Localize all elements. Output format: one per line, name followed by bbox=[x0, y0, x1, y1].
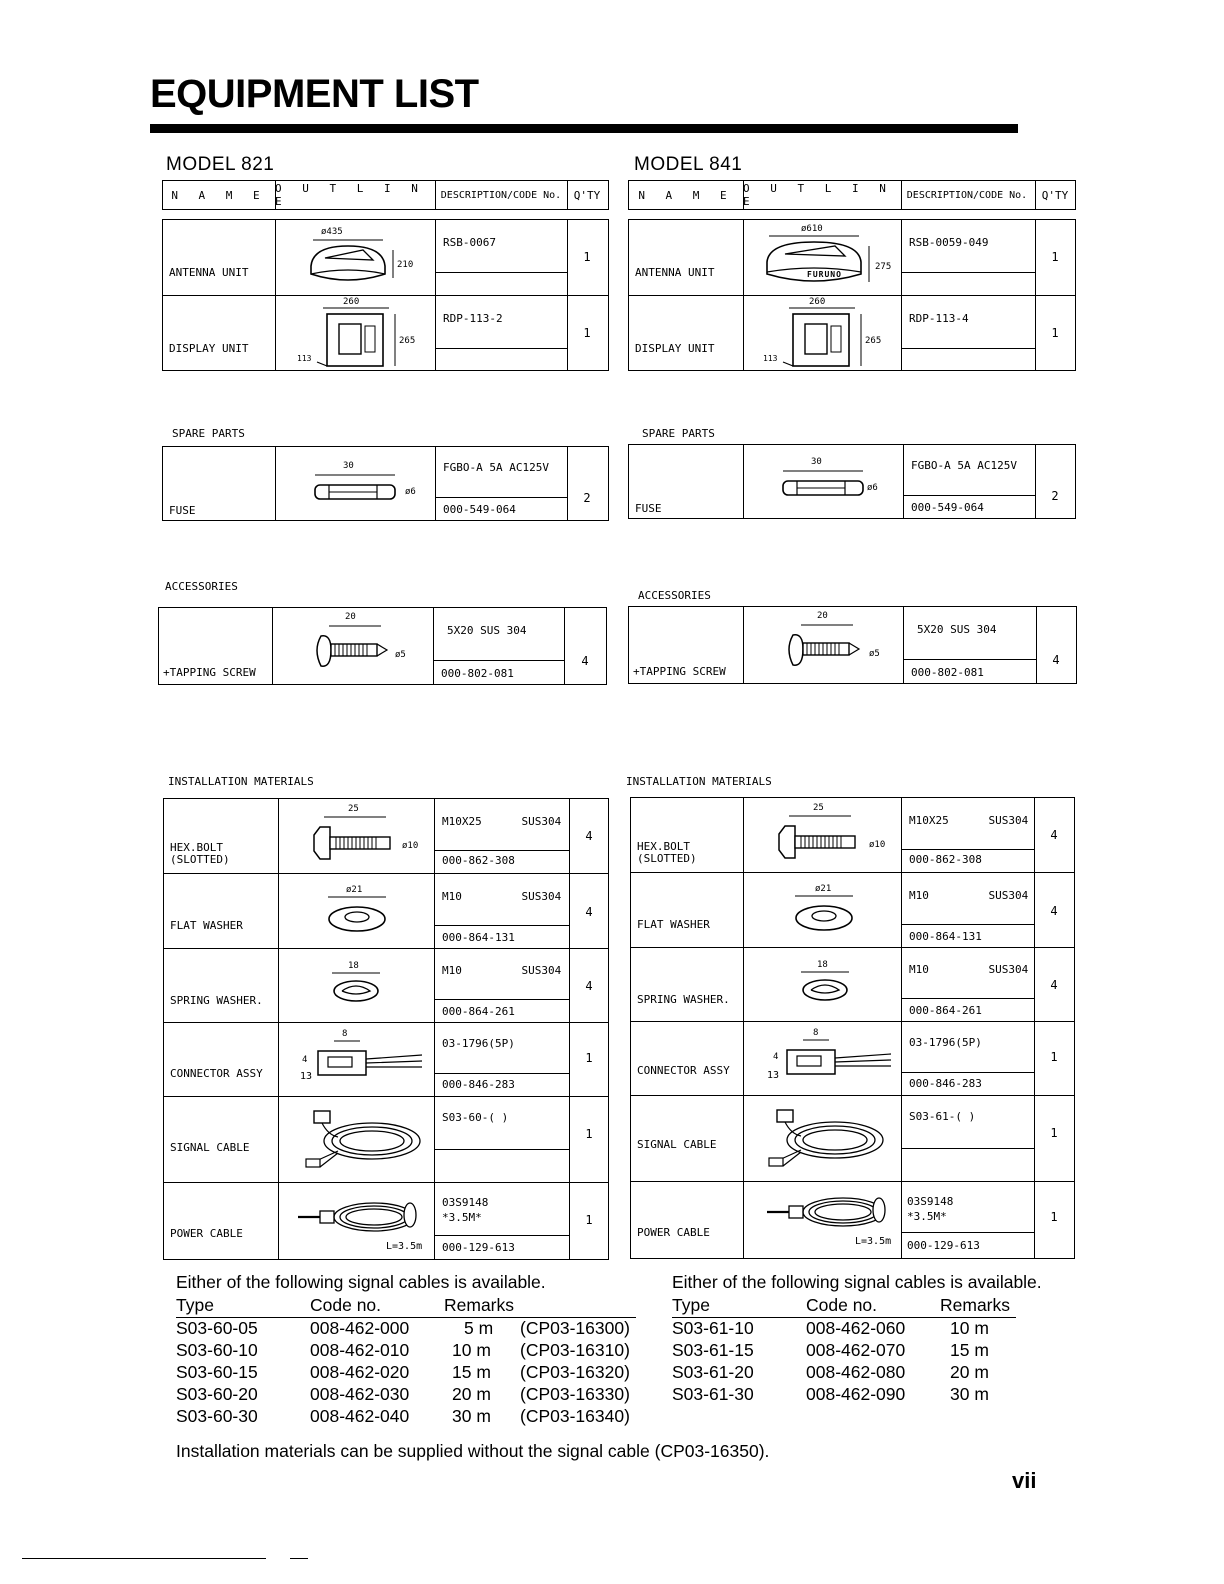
antenna-unit-name: ANTENNA UNIT bbox=[169, 266, 249, 279]
header-qty: Q'TY bbox=[1041, 188, 1069, 202]
flat-washer-name: FLAT WASHER bbox=[170, 919, 243, 932]
header-desc: DESCRIPTION/CODE No. bbox=[440, 189, 562, 201]
hex-bolt-code: 000-862-308 bbox=[909, 853, 982, 866]
power-cable-code: 000-129-613 bbox=[442, 1241, 515, 1254]
display-dim-height: 265 bbox=[865, 336, 882, 346]
spring-washer-qty: 4 bbox=[585, 979, 593, 993]
power-cable-length: L=3.5m bbox=[386, 1241, 423, 1252]
fuse-desc: FGBO-A 5A AC125V bbox=[911, 459, 1017, 472]
spring-washer-code: 000-864-261 bbox=[909, 1004, 982, 1017]
connector-assy-desc: 03-1796(5P) bbox=[442, 1037, 515, 1050]
spring-washer-desc: M10 SUS304 bbox=[442, 964, 562, 977]
fuse-qty: 2 bbox=[583, 491, 591, 505]
table-row: S03-60-05 008-462-000 5 m (CP03-16300) bbox=[176, 1318, 630, 1338]
antenna-dim-height: 210 bbox=[397, 260, 414, 270]
signal-cable-desc: S03-60-( ) bbox=[442, 1111, 509, 1124]
signal-cable-desc: S03-61-( ) bbox=[909, 1110, 976, 1123]
col-code: Code no. bbox=[806, 1295, 878, 1315]
display-unit-qty: 1 bbox=[583, 326, 591, 340]
antenna-unit-qty: 1 bbox=[1051, 250, 1059, 264]
connector-dim-a: 8 bbox=[813, 1028, 819, 1038]
tapping-screw-code: 000-802-081 bbox=[911, 666, 984, 679]
left-main-units bbox=[162, 219, 609, 371]
right-accessories bbox=[628, 606, 1077, 684]
left-accessories bbox=[158, 607, 607, 685]
table-row: S03-60-30 008-462-040 30 m (CP03-16340) bbox=[176, 1406, 630, 1426]
flat-washer-name: FLAT WASHER bbox=[637, 918, 710, 931]
flat-washer-dim: ø21 bbox=[815, 884, 832, 894]
header-qty: Q'TY bbox=[573, 188, 601, 202]
hex-bolt-dim-dia: ø10 bbox=[402, 841, 419, 851]
right-main-units bbox=[628, 219, 1076, 371]
connector-assy-desc: 03-1796(5P) bbox=[909, 1036, 982, 1049]
connector-dim-a: 8 bbox=[342, 1029, 348, 1039]
spring-washer-code: 000-864-261 bbox=[442, 1005, 515, 1018]
table-row: S03-60-10 008-462-010 10 m (CP03-16310) bbox=[176, 1340, 630, 1360]
power-cable-desc: 03S9148 bbox=[442, 1196, 489, 1209]
connector-assy-code: 000-846-283 bbox=[909, 1077, 982, 1090]
hex-bolt-name-2: (SLOTTED) bbox=[637, 852, 697, 865]
screw-dim-dia: ø5 bbox=[869, 649, 880, 659]
connector-dim-c: 13 bbox=[300, 1071, 313, 1082]
header-outline: O U T L I N E bbox=[743, 182, 893, 208]
radome-icon bbox=[303, 236, 403, 290]
tapping-screw-desc: 5X20 SUS 304 bbox=[917, 623, 997, 636]
footer-rule bbox=[22, 1558, 266, 1559]
display-dim-width: 260 bbox=[343, 297, 360, 307]
power-cable-icon bbox=[759, 1186, 899, 1236]
power-cable-desc: 03S9148 bbox=[907, 1195, 954, 1208]
table-row: S03-61-20 008-462-080 20 m bbox=[672, 1362, 989, 1382]
screw-dim-length: 20 bbox=[345, 612, 356, 622]
header-outline: O U T L I N E bbox=[275, 182, 425, 208]
furuno-logo: FURUNO bbox=[807, 270, 842, 279]
spring-washer-name: SPRING WASHER. bbox=[637, 993, 730, 1006]
antenna-unit-name: ANTENNA UNIT bbox=[635, 266, 715, 279]
power-cable-desc-2: *3.5M* bbox=[442, 1211, 482, 1224]
flat-washer-desc: M10 SUS304 bbox=[442, 890, 562, 903]
fuse-name: FUSE bbox=[635, 502, 662, 515]
tapping-screw-icon bbox=[783, 621, 873, 675]
tapping-screw-qty: 4 bbox=[581, 654, 589, 668]
antenna-dim-dia: ø435 bbox=[321, 227, 343, 237]
display-unit-name: DISPLAY UNIT bbox=[635, 342, 715, 355]
display-unit-name: DISPLAY UNIT bbox=[169, 342, 249, 355]
table-row: S03-61-10 008-462-060 10 m bbox=[672, 1318, 989, 1338]
right-installation-label: INSTALLATION MATERIALS bbox=[626, 775, 772, 788]
display-unit-desc: RDP-113-4 bbox=[909, 312, 969, 325]
display-dim-depth: 113 bbox=[297, 354, 312, 363]
power-cable-name: POWER CABLE bbox=[170, 1227, 243, 1240]
model-821-label: MODEL 821 bbox=[166, 154, 275, 175]
tapping-screw-name: +TAPPING SCREW bbox=[633, 665, 726, 678]
display-unit-icon bbox=[313, 306, 403, 370]
power-cable-qty: 1 bbox=[1050, 1210, 1058, 1224]
signal-cable-qty: 1 bbox=[1050, 1126, 1058, 1140]
spring-washer-dim: 18 bbox=[348, 961, 359, 971]
left-cable-table-header bbox=[176, 1295, 636, 1318]
connector-assy-code: 000-846-283 bbox=[442, 1078, 515, 1091]
fuse-dim-length: 30 bbox=[811, 457, 822, 467]
left-accessories-label: ACCESSORIES bbox=[165, 580, 238, 593]
power-cable-icon bbox=[290, 1191, 430, 1241]
antenna-unit-qty: 1 bbox=[583, 250, 591, 264]
left-installation-label: INSTALLATION MATERIALS bbox=[168, 775, 314, 788]
left-installation-materials bbox=[163, 798, 609, 1260]
right-cable-table-header bbox=[672, 1295, 1016, 1318]
left-cable-note: Either of the following signal cables is available. bbox=[176, 1272, 546, 1292]
radome-icon bbox=[759, 232, 879, 292]
hex-bolt-code: 000-862-308 bbox=[442, 854, 515, 867]
table-row: S03-60-20 008-462-030 20 m (CP03-16330) bbox=[176, 1384, 630, 1404]
spring-washer-qty: 4 bbox=[1050, 978, 1058, 992]
power-cable-length: L=3.5m bbox=[855, 1236, 892, 1247]
flat-washer-qty: 4 bbox=[1050, 904, 1058, 918]
connector-icon bbox=[310, 1037, 430, 1087]
tapping-screw-name: +TAPPING SCREW bbox=[163, 666, 256, 679]
display-unit-qty: 1 bbox=[1051, 326, 1059, 340]
power-cable-qty: 1 bbox=[585, 1213, 593, 1227]
page-title: EQUIPMENT LIST bbox=[150, 72, 479, 116]
display-dim-height: 265 bbox=[399, 336, 416, 346]
tapping-screw-desc: 5X20 SUS 304 bbox=[447, 624, 527, 637]
signal-cable-name: SIGNAL CABLE bbox=[170, 1141, 250, 1154]
tapping-screw-qty: 4 bbox=[1052, 653, 1060, 667]
table-row: S03-60-15 008-462-020 15 m (CP03-16320) bbox=[176, 1362, 630, 1382]
connector-assy-qty: 1 bbox=[1050, 1050, 1058, 1064]
fuse-qty: 2 bbox=[1051, 489, 1059, 503]
connector-dim-b: 4 bbox=[773, 1052, 779, 1062]
right-installation-materials bbox=[630, 797, 1075, 1259]
spring-washer-desc: M10 SUS304 bbox=[909, 963, 1029, 976]
right-cable-note: Either of the following signal cables is available. bbox=[672, 1272, 1042, 1292]
hex-bolt-icon bbox=[775, 814, 875, 866]
header-desc: DESCRIPTION/CODE No. bbox=[906, 189, 1028, 201]
fuse-code: 000-549-064 bbox=[443, 503, 516, 516]
installation-footnote: Installation materials can be supplied without the signal cable (CP03-16350). bbox=[176, 1441, 770, 1461]
signal-cable-qty: 1 bbox=[585, 1127, 593, 1141]
antenna-unit-desc: RSB-0067 bbox=[443, 236, 496, 249]
left-spare-parts bbox=[162, 446, 609, 521]
hex-bolt-name: HEX.BOLT bbox=[170, 841, 223, 854]
fuse-name: FUSE bbox=[169, 504, 196, 517]
fuse-dim-length: 30 bbox=[343, 461, 354, 471]
right-spare-parts bbox=[628, 444, 1076, 519]
screw-dim-dia: ø5 bbox=[395, 650, 406, 660]
hex-bolt-qty: 4 bbox=[585, 829, 593, 843]
right-accessories-label: ACCESSORIES bbox=[638, 589, 711, 602]
screw-dim-length: 20 bbox=[817, 611, 828, 621]
fuse-code: 000-549-064 bbox=[911, 501, 984, 514]
hex-bolt-dim-length: 25 bbox=[813, 803, 824, 813]
antenna-unit-desc: RSB-0059-049 bbox=[909, 236, 989, 249]
hex-bolt-qty: 4 bbox=[1050, 828, 1058, 842]
spring-washer-icon bbox=[797, 970, 857, 1006]
signal-cable-name: SIGNAL CABLE bbox=[637, 1138, 717, 1151]
hex-bolt-name: HEX.BOLT bbox=[637, 840, 690, 853]
signal-cable-icon bbox=[298, 1105, 428, 1175]
left-cable-table bbox=[176, 1295, 646, 1428]
col-type: Type bbox=[672, 1295, 710, 1315]
connector-icon bbox=[779, 1036, 899, 1086]
spring-washer-dim: 18 bbox=[817, 960, 828, 970]
display-unit-icon bbox=[779, 306, 869, 370]
header-name: N A M E bbox=[171, 188, 267, 202]
fuse-dim-dia: ø6 bbox=[867, 483, 878, 493]
col-type: Type bbox=[176, 1295, 214, 1315]
power-cable-name: POWER CABLE bbox=[637, 1226, 710, 1239]
display-unit-desc: RDP-113-2 bbox=[443, 312, 503, 325]
right-spare-parts-label: SPARE PARTS bbox=[642, 427, 715, 440]
spring-washer-name: SPRING WASHER. bbox=[170, 994, 263, 1007]
fuse-dim-dia: ø6 bbox=[405, 487, 416, 497]
signal-cable-icon bbox=[761, 1104, 891, 1174]
connector-assy-name: CONNECTOR ASSY bbox=[170, 1067, 263, 1080]
flat-washer-icon bbox=[324, 895, 394, 935]
fuse-icon bbox=[311, 469, 411, 509]
flat-washer-qty: 4 bbox=[585, 905, 593, 919]
tapping-screw-code: 000-802-081 bbox=[441, 667, 514, 680]
hex-bolt-dim-dia: ø10 bbox=[869, 840, 886, 850]
flat-washer-code: 000-864-131 bbox=[442, 931, 515, 944]
fuse-desc: FGBO-A 5A AC125V bbox=[443, 461, 549, 474]
footer-rule-short bbox=[290, 1558, 308, 1559]
col-remarks: Remarks bbox=[940, 1295, 1011, 1315]
fuse-icon bbox=[779, 465, 879, 505]
antenna-dim-dia: ø610 bbox=[801, 224, 823, 234]
display-dim-depth: 113 bbox=[763, 354, 778, 363]
power-cable-code: 000-129-613 bbox=[907, 1239, 980, 1252]
right-header-row bbox=[628, 180, 1076, 210]
model-841-label: MODEL 841 bbox=[634, 154, 743, 175]
col-remarks: Remarks bbox=[444, 1295, 515, 1315]
connector-assy-name: CONNECTOR ASSY bbox=[637, 1064, 730, 1077]
title-rule bbox=[150, 124, 1018, 133]
hex-bolt-name-2: (SLOTTED) bbox=[170, 853, 230, 866]
flat-washer-dim: ø21 bbox=[346, 885, 363, 895]
page-number: vii bbox=[1012, 1468, 1037, 1493]
col-code: Code no. bbox=[310, 1295, 382, 1315]
display-dim-width: 260 bbox=[809, 297, 826, 307]
right-cable-table bbox=[672, 1295, 1072, 1406]
connector-dim-c: 13 bbox=[767, 1070, 780, 1081]
hex-bolt-desc: M10X25 SUS304 bbox=[442, 815, 562, 828]
hex-bolt-desc: M10X25 SUS304 bbox=[909, 814, 1029, 827]
hex-bolt-icon bbox=[310, 815, 410, 867]
table-row: S03-61-30 008-462-090 30 m bbox=[672, 1384, 989, 1404]
flat-washer-code: 000-864-131 bbox=[909, 930, 982, 943]
hex-bolt-dim-length: 25 bbox=[348, 804, 359, 814]
left-spare-parts-label: SPARE PARTS bbox=[172, 427, 245, 440]
flat-washer-icon bbox=[791, 894, 861, 934]
connector-assy-qty: 1 bbox=[585, 1051, 593, 1065]
left-header-row bbox=[162, 180, 609, 210]
power-cable-desc-2: *3.5M* bbox=[907, 1210, 947, 1223]
flat-washer-desc: M10 SUS304 bbox=[909, 889, 1029, 902]
header-name: N A M E bbox=[638, 188, 734, 202]
tapping-screw-icon bbox=[311, 622, 401, 676]
connector-dim-b: 4 bbox=[302, 1055, 308, 1065]
spring-washer-icon bbox=[328, 971, 388, 1007]
antenna-dim-height: 275 bbox=[875, 262, 892, 272]
table-row: S03-61-15 008-462-070 15 m bbox=[672, 1340, 989, 1360]
